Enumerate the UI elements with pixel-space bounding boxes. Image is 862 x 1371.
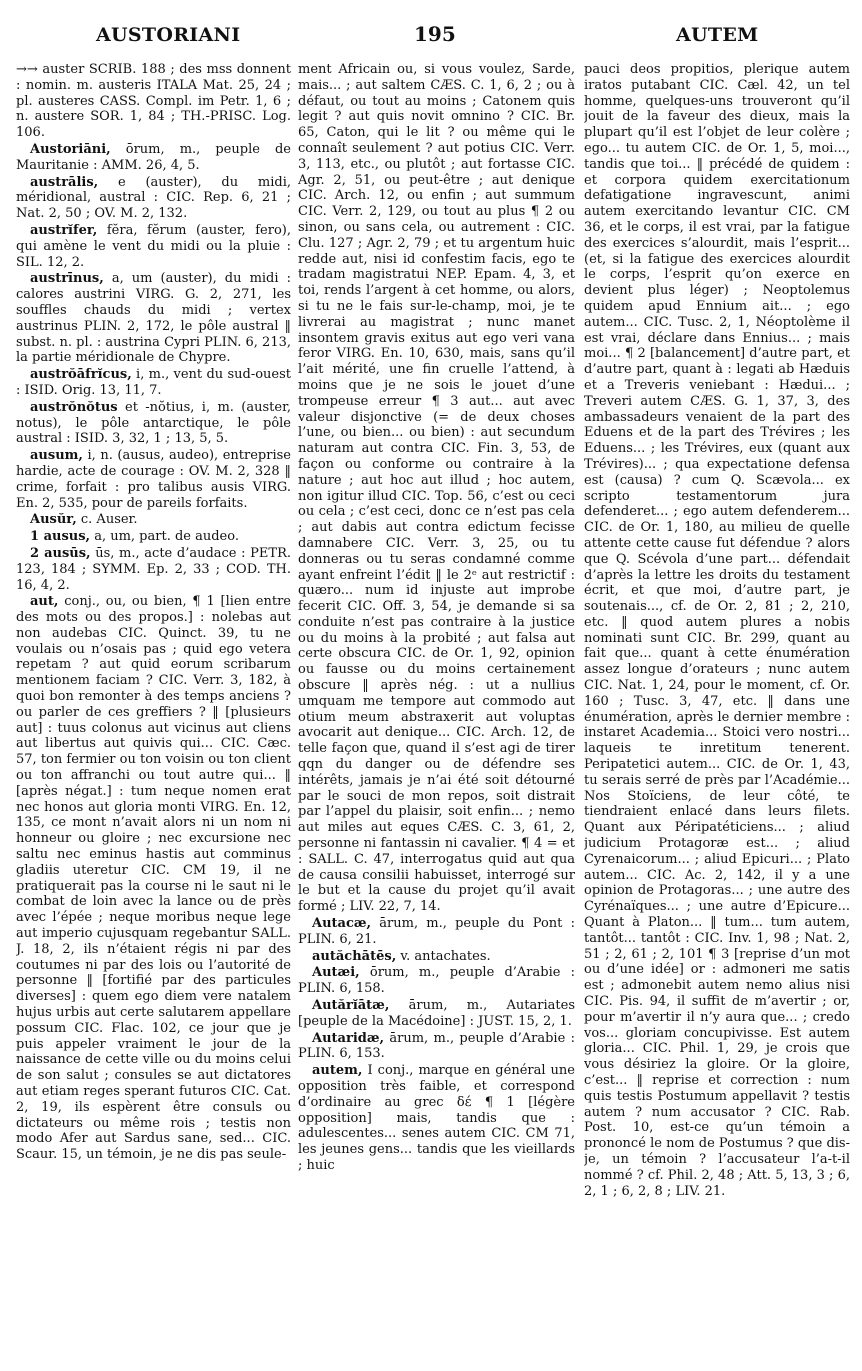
column-1 <box>16 62 291 1362</box>
entry-text: e (auster), du midi, méridional, austral : CIC. Rep. 6, 21 ; Nat. 2, 50 ; OV. M. 2, 132. <box>16 174 291 222</box>
dictionary-entry <box>16 142 291 174</box>
entry-headword: autăchātēs, <box>312 948 397 964</box>
entry-text: I conj., marque en général une opposition très faible, et correspond d’ordinaire au grec δέ ¶ 1 [légère opposition] mais, tandis que : adulescentes... senes autem CIC. CM 71, les jeunes gens... tandis que les vieillards ; huic <box>298 1063 575 1173</box>
entry-headword: Austoriāni, <box>30 141 111 157</box>
dictionary-entry <box>16 448 291 511</box>
entry-text: conj., ou, ou bien, ¶ 1 [lien entre des mots ou des propos.] : nolebas aut non audebas CIC. Quinct. 39, tu ne voulais ou n’osais pas ; quid ego vetera repetam ? aut quid eorum scribarum mentionem faciam ? CIC. Verr. 3, 182, à quoi bon remonter à des temps anciens ? ou parler de ces greffiers ? ‖ [plusieurs aut] : tuus colonus aut vicinus aut cliens aut libertus aut quivis qui... CIC. Cæc. 57, ton fermier ou ton voisin ou ton client ou ton affranchi ou tout autre qui... ‖ [après négat.] : tum neque nomen erat nec honos aut gloria monti VIRG. En. 12, 135, ce mont n’avait alors ni un nom ni honneur ou gloire ; nec excursione nec saltu nec eminus hastis aut comminus gladiis uteretur CIC. CM 19, il ne pratiquerait pas la course ni le saut ni le combat de loin avec la lance ou de près avec l’épée ; neque moribus neque lege aut imperio cujusquam regebantur SALL. J. 18, 2, ils n’étaient régis ni par des coutumes ni par des lois ou l’autorité de personne ‖ [fortifié par des particules diverses] : quem ego diem vere natalem hujus urbis aut certe salutarem appellare possum CIC. Flac. 102, ce jour que je puis appeler vraiment le jour de la naissance de cette ville ou du moins celui de son salut ; consules se aut dictatores aut etiam reges sperant futuros CIC. Cat. 2, 19, ils espèrent être consuls ou dictateurs ou même rois ; testis non modo Afer aut Sardus sane, sed... CIC. Scaur. 15, un témoin, je ne dis pas seule- <box>16 594 291 1163</box>
dictionary-entry <box>298 1031 575 1063</box>
entry-text: i, n. (ausus, audeo), entreprise hardie, acte de courage : OV. M. 2, 328 ‖ crime, forfait : pro talibus ausis VIRG. En. 2, 535, pour de pareils forfaits. <box>16 448 291 511</box>
entry-headword: austrālis, <box>30 174 99 190</box>
right-running-head: AUTEM <box>676 24 759 46</box>
dictionary-entry <box>16 400 291 447</box>
entry-continuation <box>584 62 850 1199</box>
entry-text: a, um (auster), du midi : calores austrini VIRG. G. 2, 271, les souffles chauds du midi ; vertex austrinus PLIN. 2, 172, le pôle austral ‖ subst. n. pl. : austrina Cypri PLIN. 6, 213, la partie méridionale de Chypre. <box>16 271 291 366</box>
entry-headword: 2 ausūs, <box>30 545 91 561</box>
dictionary-entry <box>16 271 291 366</box>
entry-headword: austrŏāfrĭcus, <box>30 367 132 383</box>
dictionary-entry <box>298 998 575 1030</box>
dictionary-entry <box>16 175 291 222</box>
dictionary-entry <box>16 546 291 593</box>
left-running-head: AUSTORIANI <box>96 24 241 46</box>
column-3 <box>584 62 850 1362</box>
page-header <box>0 0 862 58</box>
entry-headword: ausum, <box>30 448 83 464</box>
entry-headword: Autărĭātæ, <box>312 998 390 1014</box>
dictionary-entry <box>16 594 291 1163</box>
entry-text: ārum, m., peuple d’Arabie : PLIN. 6, 153. <box>298 1030 575 1062</box>
entry-headword: Autæi, <box>312 965 360 981</box>
entry-text: ment Africain ou, si vous voulez, Sarde, mais... ; aut saltem CÆS. C. 1, 6, 2 ; ou à défaut, ou tout au moins ; Catonem quis legit ? aut quis novit omnino ? CIC. Br. 65, Caton, qui le lit ? ou même qui le connaît seulement ? aut potius CIC. Verr. 3, 113, etc., ou plutôt ; aut fortasse CIC. Agr. 2, 51, ou peut-être ; aut denique CIC. Arch. 12, ou enfin ; aut summum CIC. Verr. 2, 129, ou tout au plus ¶ 2 ou sinon, ou sans cela, ou autrement : CIC. Clu. 127 ; Agr. 2, 79 ; et tu argentum huic redde aut, nisi id confestim facis, ego te tradam magistratui NEP. Epam. 4, 3, et toi, rends l’argent à cet homme, ou alors, si tu ne le fais sur-le-champ, moi, je te livrerai au magistrat ; nunc manet insontem gravis exitus aut ego veri vana feror VIRG. En. 10, 630, mais, sans qu’il l’ait mérité, une fin cruelle l’attend, à moins que je ne sois le jouet d’une trompeuse erreur ¶ 3 aut... aut avec valeur disjonctive (= de deux choses l’une, ou bien... ou bien) : aut secundum naturam aut contra CIC. Fin. 3, 53, de façon ou conforme ou contraire à la nature ; aut hoc aut illud ; hoc autem, non igitur illud CIC. Top. 56, c’est ou ceci ou cela ; c’est ceci, donc ce n’est pas cela ; aut dabis aut contra edictum fecisse damnabere CIC. Verr. 3, 25, ou tu donneras ou tu seras condamné comme ayant enfreint l’édit ‖ le 2ᵉ aut restrictif : quæro... num id injuste aut improbe fecerit CIC. Off. 3, 54, je demande si sa conduite n’est pas contraire à la justice ou du moins à la probité ; aut falsa aut certe obscura CIC. de Or. 1, 92, opinion ou fausse ou du moins certainement obscure ‖ après nég. : ut a nullius umquam me tempore aut commodo aut otium meum abstraxerit aut voluptas avocarit aut denique... CIC. Arch. 12, de telle façon que, quand il s’est agi de tirer qqn du danger ou de défendre ses intérêts, jamais je n’ai été soit détourné par le souci de mon repos, soit distrait par l’appel du plaisir, soit enfin... ; nemo aut miles aut eques CÆS. C. 3, 61, 2, personne ni fantassin ni cavalier. ¶ 4 = et : SALL. C. 47, interrogatus quid aut qua de causa consilii habuisset, interrogé sur le but et la cause du projet qu’il avait formé ; LIV. 22, 7, 14. <box>298 62 575 915</box>
entry-headword: 1 ausus, <box>30 529 91 545</box>
dictionary-entry <box>16 223 291 270</box>
entry-text: ārum, m., peuple du Pont : PLIN. 6, 21. <box>298 916 575 947</box>
entry-text: ōrum, m., peuple d’Arabie : PLIN. 6, 158. <box>298 965 575 997</box>
entry-text: ōrum, m., peuple de Mauritanie : AMM. 26, 4, 5. <box>16 141 291 173</box>
entry-headword: Autacæ, <box>312 916 372 932</box>
page-number: 195 <box>414 22 456 46</box>
entry-text: fĕra, fĕrum (auster, fero), qui amène le vent du midi ou la pluie : SIL. 12, 2. <box>16 222 291 270</box>
column-2 <box>298 62 575 1362</box>
dictionary-entry <box>16 367 291 399</box>
entry-headword: austrŏnŏtus <box>30 399 118 415</box>
entry-text: a, um, part. de audeo. <box>94 529 239 545</box>
entry-headword: aut, <box>30 594 59 610</box>
entry-headword: austrīnus, <box>30 271 104 287</box>
dictionary-entry <box>16 529 291 545</box>
entry-headword: autem, <box>312 1063 363 1079</box>
entry-continuation <box>16 62 291 141</box>
entry-text: c. Auser. <box>80 512 138 528</box>
entry-text: ūs, m., acte d’audace : PETR. 123, 184 ; SYMM. Ep. 2, 33 ; COD. TH. 16, 4, 2. <box>16 545 291 593</box>
dictionary-entry <box>298 1063 575 1174</box>
dictionary-entry <box>298 916 575 948</box>
entry-text: et -nŏtius, i, m. (auster, notus), le pôle antarctique, le pôle austral : ISID. 3, 32, 1 ; 13, 5, 5. <box>16 399 291 447</box>
entry-headword: austrĭfer, <box>30 222 98 238</box>
entry-text: v. antachates. <box>400 948 491 964</box>
dictionary-entry <box>298 965 575 997</box>
entry-headword: Autaridæ, <box>312 1030 385 1046</box>
entry-continuation <box>298 62 575 915</box>
dictionary-entry <box>298 949 575 965</box>
entry-text: ārum, m., Autariates [peuple de la Macédoine] : JUST. 15, 2, 1. <box>298 998 575 1029</box>
entry-headword: Ausŭr, <box>30 512 77 528</box>
entry-text: i, m., vent du sud-ouest : ISID. Orig. 13, 11, 7. <box>16 367 291 398</box>
entry-text: →→ auster SCRIB. 188 ; des mss donnent : nomin. m. austeris ITALA Mat. 25, 24 ; pl. austeres CASS. Compl. im Petr. 1, 6 ; n. austere SOR. 1, 84 ; TH.-PRISC. Log. 106. <box>16 62 291 141</box>
entry-text: pauci deos propitios, plerique autem iratos putabant CIC. Cæl. 42, un tel homme, quelques-uns trouveront qu’il jouit de la faveur des dieux, mais la plupart qu’il est l’objet de leur colère ; ego... tu autem CIC. de Or. 1, 5, moi..., tandis que toi... ‖ précédé de quidem : et corpora quidem exercitationum defatigatione ingravescunt, animi autem exercitando levantur CIC. CM 36, et le corps, il est vrai, par la fatigue des exercices s’alourdit, mais l’esprit... (et, si la fatigue des exercices alourdit le corps, l’esprit qu’on exerce en devient plus léger) ; Neoptolemus quidem apud Ennium ait... ; ego autem... CIC. Tusc. 2, 1, Néoptolème il est vrai, déclare dans Ennius... ; mais moi... ¶ 2 [balancement] d’autre part, et d’autre part, quant à : legati ab Hæduis et a Treveris veniebant : Hædui... ; Treveri autem CÆS. G. 1, 37, 3, des ambassadeurs venaient de la part des Eduens et de la part des Trévires ; les Eduens... ; les Trévires, eux (quant aux Trévires)... ; qua expectatione defensa est (causa) ? cum Q. Scævola... ex scripto testamentorum jura defenderet... ; ego autem defenderem... CIC. de Or. 1, 180, au milieu de quelle attente cette cause fut défendue ? alors que Q. Scévola d’une part... défendait d’après la lettre les droits du testament écrit, et que moi, d’autre part, je soutenais..., cf. de Or. 2, 81 ; 2, 210, etc. ‖ quod autem plures a nobis nominati sunt CIC. Br. 299, quant au fait que... quant à cette énumération assez longue d’orateurs ; nunc autem CIC. Nat. 1, 24, pour le moment, cf. Or. 160 ; Tusc. 3, 47, etc. ‖ dans une énumération, après le dernier membre : instaret Academia... Stoici vero nostri... laqueis te inretitum tenerent. Peripatetici autem... CIC. de Or. 1, 43, tu serais serré de près par l’Académie... Nos Stoïciens, de leur côté, te tiendraient enlacé dans leurs filets. Quant aux Péripatéticiens... ; aliud judicium Protagoræ est... ; aliud Cyrenaicorum... ; aliud Epicuri... ; Plato autem... CIC. Ac. 2, 142, il y a une opinion de Protagoras... ; une autre des Cyrénaïques... ; une autre d’Epicure... Quant à Platon... ‖ tum... tum autem, tantôt... tantôt : CIC. Inv. 1, 98 ; Nat. 2, 51 ; 2, 61 ; 2, 101 ¶ 3 [reprise d’un mot ou d’une idée] or : admoneri me satis est ; admonebit autem nemo alius nisi CIC. Pis. 94, il suffit de m’avertir ; or, pour m’avertir il n’y aura que... ; credo vos... gloriam concupivisse. Est autem gloria... CIC. Phil. 1, 29, je crois que vous désiriez la gloire. Or la gloire, c’est... ‖ reprise et correction : num quis testis Postumum appellavit ? testis autem ? num accusator ? CIC. Rab. Post. 10, est-ce qu’un témoin a prononcé le nom de Postumus ? que dis-je, un témoin ? l’accusateur l’a-t-il nommé ? cf. Phil. 2, 48 ; Att. 5, 13, 3 ; 6, 2, 1 ; 6, 2, 8 ; LIV. 21. <box>584 62 850 1199</box>
dictionary-entry <box>16 512 291 528</box>
